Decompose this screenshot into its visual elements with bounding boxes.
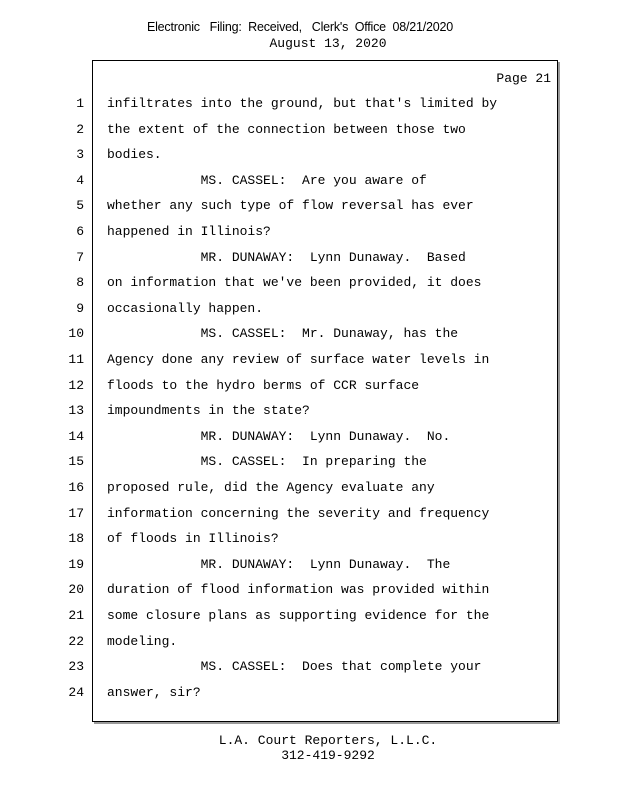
transcript-line: happened in Illinois? (107, 224, 271, 239)
line-number: 13 (68, 403, 84, 418)
line-number: 21 (68, 608, 84, 623)
line-number: 20 (68, 582, 84, 597)
transcript-line: MS. CASSEL: In preparing the (107, 454, 427, 469)
line-number: 18 (68, 531, 84, 546)
transcript-line: of floods in Illinois? (107, 531, 279, 546)
transcript-line: floods to the hydro berms of CCR surface (107, 378, 420, 393)
transcript-line: information concerning the severity and frequency (107, 506, 490, 521)
transcript-line: duration of flood information was provided within (107, 582, 490, 597)
transcript-line: some closure plans as supporting evidence for the (107, 608, 490, 623)
line-number: 4 (76, 173, 84, 188)
transcript-line: MS. CASSEL: Does that complete your (107, 659, 482, 674)
line-number: 23 (68, 659, 84, 674)
transcript-line: MS. CASSEL: Are you aware of (107, 173, 427, 188)
transcript-line: MR. DUNAWAY: Lynn Dunaway. No. (107, 429, 451, 444)
transcript-line: MR. DUNAWAY: Lynn Dunaway. Based (107, 250, 466, 265)
line-number: 2 (76, 122, 84, 137)
transcript-line: whether any such type of flow reversal has ever (107, 198, 474, 213)
line-number: 17 (68, 506, 84, 521)
line-number: 7 (76, 250, 84, 265)
transcript-line: bodies. (107, 147, 162, 162)
transcript-line: MR. DUNAWAY: Lynn Dunaway. The (107, 557, 451, 572)
line-number: 24 (68, 685, 84, 700)
transcript-line: MS. CASSEL: Mr. Dunaway, has the (107, 326, 459, 341)
transcript-line: occasionally happen. (107, 301, 264, 316)
transcript-line: answer, sir? (107, 685, 201, 700)
page-number: Page 21 (496, 71, 551, 86)
deposition-date: August 13, 2020 (269, 36, 387, 51)
transcript-line: modeling. (107, 634, 178, 649)
line-number: 22 (68, 634, 84, 649)
line-number: 12 (68, 378, 84, 393)
transcript-line: proposed rule, did the Agency evaluate any (107, 480, 435, 495)
line-number: 10 (68, 326, 84, 341)
line-number: 16 (68, 480, 84, 495)
transcript-line: on information that we've been provided, it does (107, 275, 482, 290)
transcript-line: the extent of the connection between those two (107, 122, 466, 137)
transcript-line: impoundments in the state? (107, 403, 310, 418)
line-number: 9 (76, 301, 84, 316)
line-number: 5 (76, 198, 84, 213)
line-number: 8 (76, 275, 84, 290)
line-number: 11 (68, 352, 84, 367)
transcript-line: infiltrates into the ground, but that's limited by (107, 96, 498, 111)
electronic-filing-stamp: Electronic Filing: Received, Clerk's Office 08/21/2020 (146, 20, 454, 34)
line-number: 14 (68, 429, 84, 444)
reporter-company: L.A. Court Reporters, L.L.C. (218, 733, 438, 748)
line-number: 6 (76, 224, 84, 239)
line-number: 19 (68, 557, 84, 572)
transcript-line: Agency done any review of surface water levels in (107, 352, 490, 367)
reporter-phone: 312-419-9292 (281, 748, 375, 763)
line-number: 1 (76, 96, 84, 111)
line-number: 3 (76, 147, 84, 162)
line-number: 15 (68, 454, 84, 469)
